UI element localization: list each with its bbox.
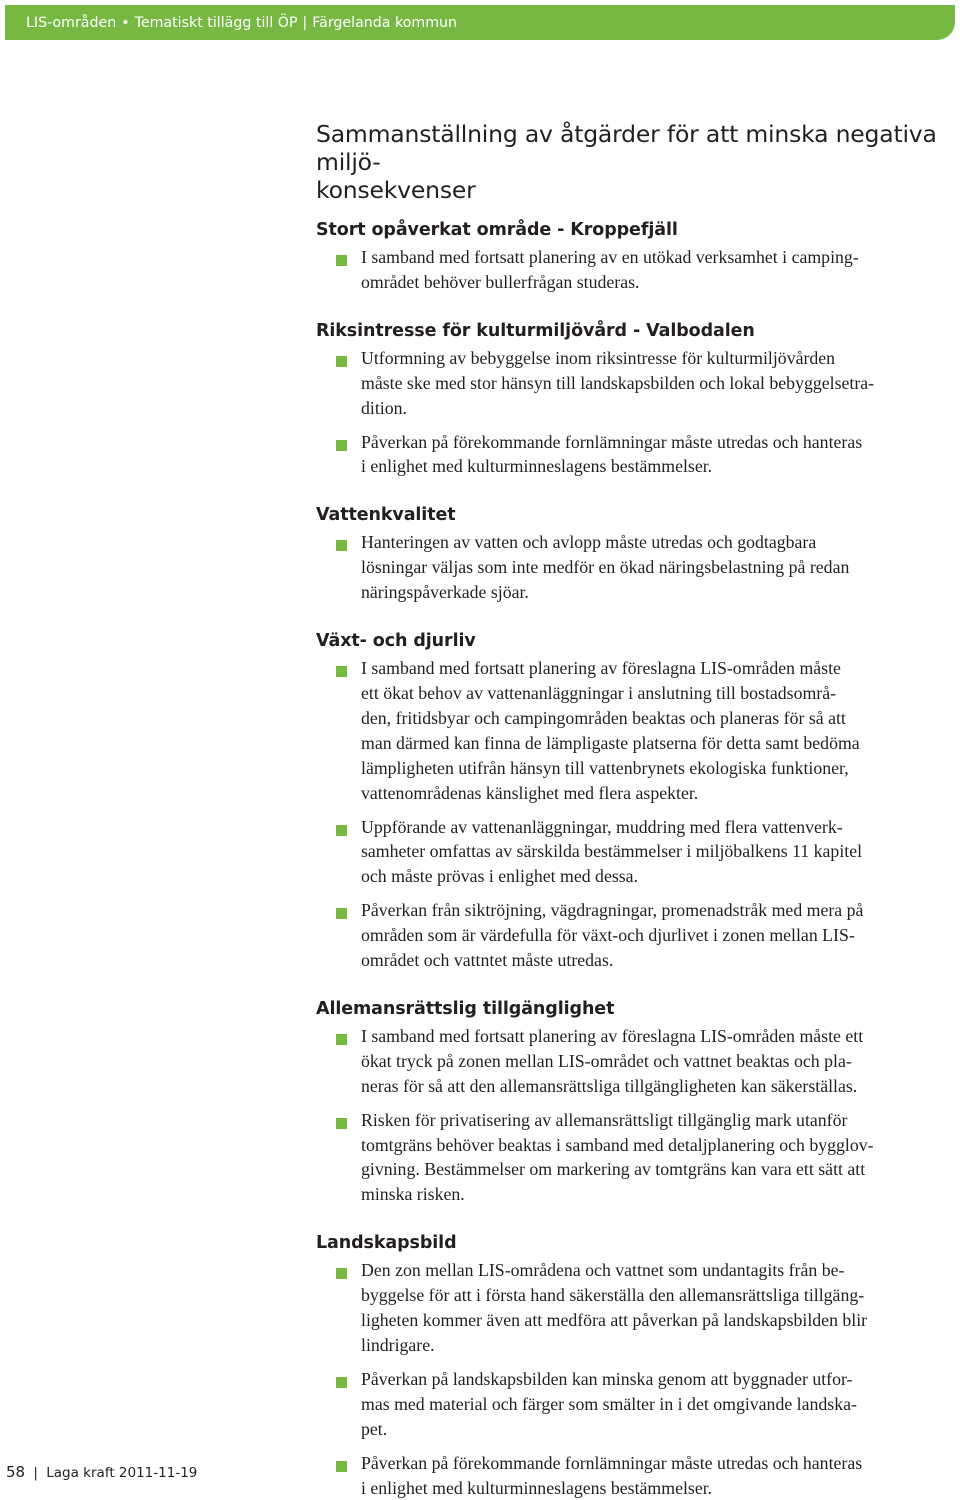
bullet-text-line: och måste prövas i enlighet med dessa. <box>361 866 639 887</box>
square-bullet-icon <box>336 440 347 451</box>
bullet-list <box>316 530 956 605</box>
bullet-text-line: ett ökat behov av vattenanläggningar i anslutning till bostadsområ- <box>361 682 837 703</box>
section-heading: Stort opåverkat område - Kroppefjäll <box>316 220 678 240</box>
square-bullet-icon <box>336 1377 347 1388</box>
bullet-item <box>316 1451 956 1500</box>
bullet-text-line: neras för så att den allemansrättsliga tillgängligheten kan säkerställas. <box>361 1075 858 1096</box>
square-bullet-icon <box>336 1034 347 1045</box>
bullet-list <box>316 656 956 973</box>
bullet-item <box>316 1258 956 1358</box>
bullet-text-line: minska risken. <box>361 1184 465 1205</box>
bullet-item <box>316 815 956 890</box>
section-heading: Riksintresse för kulturmiljövård - Valbodalen <box>316 320 755 341</box>
bullet-text-line: man därmed kan finna de lämpligaste platserna för detta samt bedöma <box>361 732 860 753</box>
header-bullet: • <box>121 14 130 31</box>
bullet-text-line: dition. <box>361 397 407 418</box>
main-content <box>316 120 956 1500</box>
bullet-item <box>316 1108 956 1208</box>
page-number: 58 <box>6 1463 26 1481</box>
bullet-item <box>316 346 956 421</box>
bullet-text <box>361 815 956 890</box>
page-title-line: Sammanställning av åtgärder för att minska negativa miljö- <box>316 120 937 176</box>
square-bullet-icon <box>336 356 347 367</box>
section <box>316 218 956 295</box>
header-separator: | <box>302 14 308 31</box>
bullet-text-line: lösningar väljas som inte medför en ökad näringsbelastning på redan <box>361 557 850 578</box>
section <box>316 1231 956 1500</box>
bullet-list <box>316 346 956 480</box>
bullet-text <box>361 898 956 973</box>
bullet-text <box>361 530 956 605</box>
bullet-text-line: området och vattntet måste utredas. <box>361 950 614 971</box>
bullet-text <box>361 245 956 295</box>
bullet-text-line: Risken för privatisering av allemansrättsligt tillgänglig mark utanför <box>361 1109 848 1130</box>
square-bullet-icon <box>336 1268 347 1279</box>
bullet-text-line: samheter omfattas av särskilda bestämmelser i miljöbalkens 11 kapitel <box>361 841 863 862</box>
header-municipality: Färgelanda kommun <box>312 14 458 31</box>
bullet-text <box>361 1451 956 1500</box>
bullet-text-line: Påverkan på förekommande fornlämningar måste utredas och hanteras <box>361 431 863 452</box>
bullet-list <box>316 1024 956 1207</box>
header-bar <box>5 5 955 40</box>
bullet-item <box>316 430 956 480</box>
bullet-item <box>316 530 956 605</box>
page-footer <box>6 1463 197 1481</box>
bullet-list <box>316 1258 956 1500</box>
section <box>316 503 956 605</box>
bullet-text-line: Uppförande av vattenanläggningar, muddring med flera vattenverk- <box>361 816 843 837</box>
footer-separator: | <box>33 1465 38 1481</box>
sections-container <box>316 218 956 1500</box>
section <box>316 319 956 480</box>
bullet-text-line: Utformning av bebyggelse inom riksintresse för kulturmiljövården <box>361 347 836 368</box>
bullet-item <box>316 898 956 973</box>
square-bullet-icon <box>336 540 347 551</box>
bullet-text <box>361 1024 956 1099</box>
square-bullet-icon <box>336 1461 347 1472</box>
bullet-text <box>361 656 956 805</box>
bullet-text-line: områden som är värdefulla för växt-och djurlivet i zonen mellan LIS- <box>361 925 855 946</box>
bullet-text <box>361 1108 956 1208</box>
square-bullet-icon <box>336 908 347 919</box>
bullet-text-line: mas med material och färger som smälter in i det omgivande landska- <box>361 1393 857 1414</box>
bullet-text-line: vattenområdenas känslighet med flera aspekter. <box>361 782 699 803</box>
header-title: LIS-områden <box>26 14 117 31</box>
page-title <box>316 120 956 204</box>
header-subtitle: Tematiskt tillägg till ÖP <box>134 14 298 31</box>
section-heading: Växt- och djurliv <box>316 631 476 652</box>
bullet-text-line: näringspåverkade sjöar. <box>361 582 529 603</box>
bullet-text-line: området behöver bullerfrågan studeras. <box>361 271 640 292</box>
footer-text: Laga kraft 2011-11-19 <box>46 1465 198 1481</box>
bullet-text-line: lämpligheten utifrån hänsyn till vattenbrynets ekologiska funktioner, <box>361 757 849 778</box>
bullet-text-line: I samband med fortsatt planering av en utökad verksamhet i camping- <box>361 247 859 267</box>
page-title-line: konsekvenser <box>316 176 476 204</box>
bullet-text-line: Hanteringen av vatten och avlopp måste utredas och godtagbara <box>361 532 817 553</box>
bullet-text-line: tomtgräns behöver beaktas i samband med detaljplanering och bygglov- <box>361 1134 874 1155</box>
section <box>316 997 956 1207</box>
bullet-item <box>316 656 956 805</box>
bullet-text-line: måste ske med stor hänsyn till landskapsbilden och lokal bebyggelsetra- <box>361 372 875 393</box>
bullet-text-line: pet. <box>361 1418 388 1439</box>
bullet-text-line: Den zon mellan LIS-områdena och vattnet som undantagits från be- <box>361 1260 845 1281</box>
bullet-text <box>361 430 956 480</box>
bullet-item <box>316 245 956 295</box>
bullet-text-line: lindrigare. <box>361 1335 435 1355</box>
bullet-text-line: I samband med fortsatt planering av föreslagna LIS-områden måste <box>361 658 841 679</box>
bullet-text-line: Påverkan från siktröjning, vägdragningar, promenadstråk med mera på <box>361 900 864 921</box>
bullet-list <box>316 245 956 295</box>
bullet-text-line: I samband med fortsatt planering av föreslagna LIS-områden måste ett <box>361 1025 864 1046</box>
square-bullet-icon <box>336 255 347 266</box>
section-heading: Vattenkvalitet <box>316 505 456 526</box>
bullet-text-line: ökat tryck på zonen mellan LIS-området och vattnet beaktas och pla- <box>361 1050 852 1071</box>
square-bullet-icon <box>336 825 347 836</box>
square-bullet-icon <box>336 666 347 677</box>
bullet-text <box>361 1258 956 1358</box>
bullet-text-line: den, fritidsbyar och campingområden beaktas och planeras för så att <box>361 707 846 728</box>
section <box>316 629 956 973</box>
bullet-text-line: i enlighet med kulturminneslagens bestämmelser. <box>361 456 713 477</box>
section-heading: Landskapsbild <box>316 1233 457 1254</box>
bullet-item <box>316 1024 956 1099</box>
bullet-text-line: Påverkan på förekommande fornlämningar måste utredas och hanteras <box>361 1452 863 1473</box>
bullet-text <box>361 1367 956 1442</box>
bullet-item <box>316 1367 956 1442</box>
bullet-text <box>361 346 956 421</box>
square-bullet-icon <box>336 1118 347 1129</box>
bullet-text-line: Påverkan på landskapsbilden kan minska genom att byggnader utfor- <box>361 1368 853 1389</box>
bullet-text-line: ligheten kommer även att medföra att påverkan på landskapsbilden blir <box>361 1310 868 1331</box>
bullet-text-line: givning. Bestämmelser om markering av tomtgräns kan vara ett sätt att <box>361 1159 866 1180</box>
section-heading: Allemansrättslig tillgänglighet <box>316 998 615 1019</box>
bullet-text-line: i enlighet med kulturminneslagens bestämmelser. <box>361 1477 713 1498</box>
bullet-text-line: byggelse för att i första hand säkerställa den allemansrättsliga tillgäng- <box>361 1285 865 1306</box>
